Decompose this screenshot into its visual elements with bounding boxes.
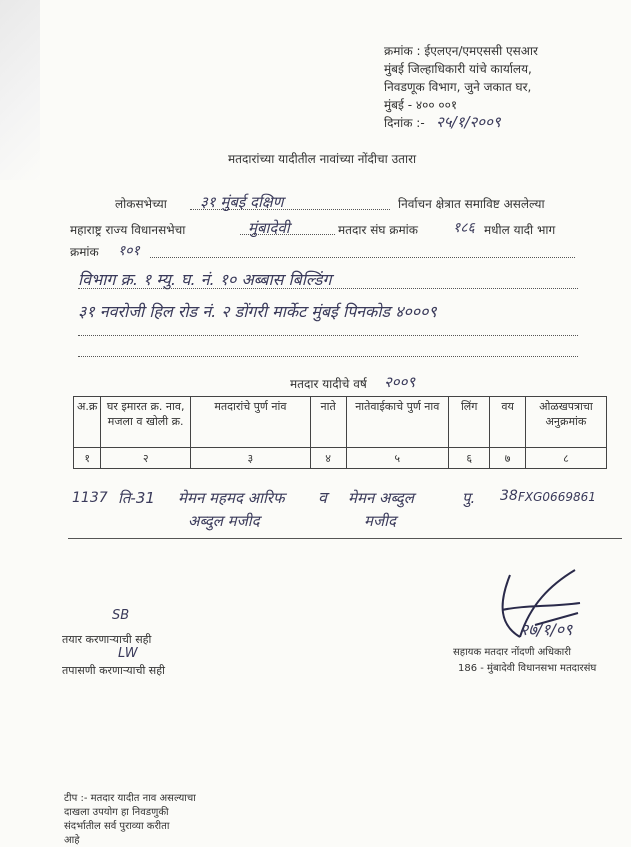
address-dotline-3	[78, 356, 578, 357]
number-cell: ५	[346, 448, 449, 469]
header-office: मुंबई जिल्हाधिकारी यांचे कार्यालय,	[384, 62, 532, 76]
lok-sabha-suffix: निर्वाचन क्षेत्रात समाविष्ट असलेल्या	[398, 197, 545, 211]
lok-sabha-value: ३१ मुंबई दक्षिण	[200, 193, 284, 211]
date-label: दिनांक :-	[384, 116, 425, 130]
prepared-initials: SB	[112, 608, 130, 623]
officer-constituency: 186 - मुंबादेवी विधानसभा मतदारसंघ	[458, 663, 597, 674]
voter-table	[73, 396, 607, 469]
header-relative-name: नातेवाईकाचे पुर्ण नाव	[346, 397, 449, 448]
footnote-line-4: आहे	[64, 835, 80, 846]
entry-gender: पु.	[462, 489, 476, 507]
entry-age: 38	[500, 488, 518, 504]
header-city: मुंबई - ४०० ००१	[384, 98, 458, 112]
entry-relation: व	[318, 488, 327, 507]
checked-by-label: तपासणी करणाऱ्याची सही	[62, 664, 165, 677]
header-reference: क्रमांक : ईएलएन/एमएससी एसआर	[384, 44, 538, 58]
footnote-line-1: टीप :- मतदार यादीत नाव असल्याचा	[64, 793, 196, 804]
entry-serial: 1137	[72, 490, 108, 506]
address-dotline-1	[78, 288, 578, 289]
number-cell: ८	[525, 448, 606, 469]
table-number-row	[74, 448, 607, 469]
entry-underline	[68, 538, 622, 539]
footnote-line-3: संदर्भातील सर्व पुराव्या करीता	[64, 821, 170, 832]
date-value: २५/१/२००९	[436, 113, 501, 131]
officer-title: सहायक मतदार नोंदणी अधिकारी	[453, 647, 571, 658]
header-department: निवडणूक विभाग, जुने जकात घर,	[384, 80, 532, 94]
number-cell: १	[74, 448, 101, 469]
entry-epic: FXG0669861	[518, 490, 596, 504]
checked-initials: LW	[118, 646, 138, 661]
header-house: घर इमारत क्र. नाव, मजला व खोली क्र.	[101, 397, 191, 448]
header-relation: नाते	[310, 397, 346, 448]
number-cell: ३	[191, 448, 311, 469]
header-epic: ओळखपत्राचा अनुक्रमांक	[525, 397, 606, 448]
officer-signature-date: २७/१/०९	[520, 620, 573, 639]
prepared-by-label: तयार करणाऱ्याची सही	[62, 633, 152, 646]
table-header-row	[74, 397, 607, 448]
part-number-value: १०१	[118, 243, 140, 259]
vidhan-sabha-value: मुंबादेवी	[248, 219, 290, 237]
header-voter-name: मतदारांचे पुर्ण नांव	[191, 397, 311, 448]
number-cell: २	[101, 448, 191, 469]
entry-house: ति-31	[118, 489, 155, 507]
part-number-dotline	[150, 257, 575, 258]
number-cell: ४	[310, 448, 346, 469]
constituency-suffix: मधील यादी भाग	[484, 223, 556, 237]
address-dotline-2	[78, 335, 578, 336]
number-cell: ६	[449, 448, 490, 469]
year-label: मतदार यादीचे वर्ष	[290, 377, 367, 391]
lok-sabha-label: लोकसभेच्या	[115, 197, 167, 211]
vidhan-sabha-label: महाराष्ट्र राज्य विधानसभेचा	[70, 223, 186, 237]
entry-voter-name-2: अब्दुल मजीद	[188, 512, 260, 530]
part-number-label: क्रमांक	[70, 245, 99, 259]
address-line-2: ३१ नवरोजी हिल रोड नं. २ डोंगरी मार्केट मुंबई पिनकोड ४०००९	[78, 302, 437, 321]
header-gender: लिंग	[449, 397, 490, 448]
constituency-number: १८६	[453, 220, 475, 236]
address-line-1: विभाग क्र. १ म्यु. घ. नं. १० अब्बास बिल्डिंग	[78, 270, 332, 289]
entry-relative-name-2: मजीद	[364, 512, 396, 530]
constituency-label: मतदार संघ क्रमांक	[338, 223, 418, 237]
entry-relative-name-1: मेमन अब्दुल	[348, 489, 414, 507]
header-age: वय	[490, 397, 526, 448]
header-serial: अ.क्र	[74, 397, 101, 448]
page-fold-shadow	[0, 0, 40, 180]
document-title: मतदारांच्या यादीतील नावांच्या नोंदीचा उतारा	[228, 152, 417, 166]
entry-voter-name-1: मेमन महमद आरिफ	[178, 489, 285, 507]
footnote-line-2: दाखला उपयोग हा निवडणुकी	[64, 807, 169, 818]
number-cell: ७	[490, 448, 526, 469]
year-value: २००९	[384, 373, 416, 391]
